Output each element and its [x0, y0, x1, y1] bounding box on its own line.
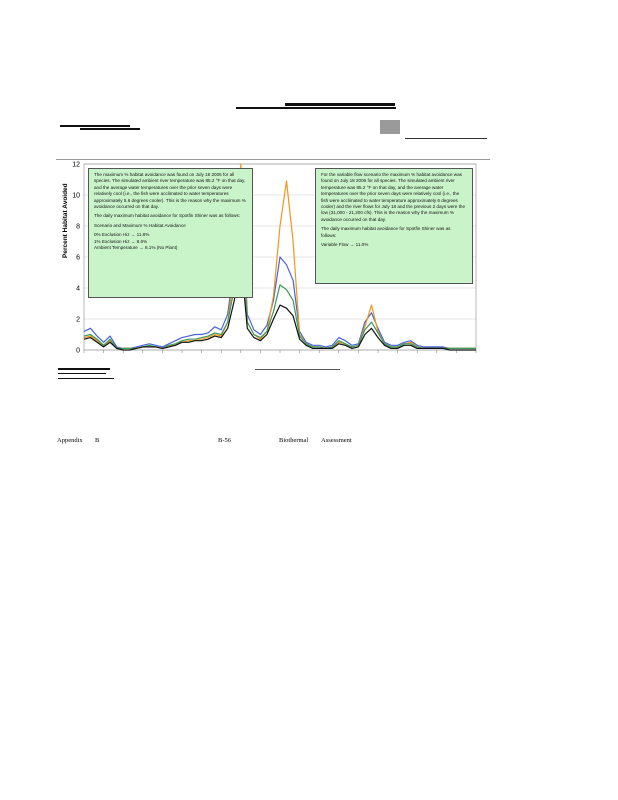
footer-appendix-letter: B: [95, 437, 100, 444]
annotation-left-paragraph: Scenario and Maximum % Habitat Avoidance: [94, 222, 186, 228]
chart-figure: [56, 158, 490, 368]
header-redaction-bar: [285, 103, 395, 106]
header-gray-block: [380, 120, 400, 134]
footer-appendix: Appendix: [57, 437, 83, 444]
footer-page-number: B-56: [218, 437, 231, 444]
annotation-left-line: 1% Exclusion Hiz → 8.6%: [94, 238, 148, 244]
y-tick-label: 2: [76, 316, 80, 324]
header-rule: [405, 138, 487, 139]
y-tick-label: 12: [72, 161, 80, 169]
caption-redaction-bar: [58, 373, 106, 374]
caption-redaction-bar: [58, 368, 110, 370]
header-redaction-bar: [236, 107, 396, 109]
annotation-right-paragraph: For the variable flow scenario the maximum % habitat avoidance was found on July 18 2006 for all species. The simulated ambient river temperature was 85.2 °F on that day, and the average water temperatures over the prior seven days were relatively cool (i.e., the fish were acclimated to water temperature approximately 6 degrees cooler) and the river flows for July 18 and the previous 2 days were the low (31,000 - 21,200 cfs). This is the reason why the maximum % avoidance occurred on that day.: [321, 172, 466, 222]
annotation-right-paragraph: The daily maximum habitat avoidance for Spotfin Shiner was as follows:: [321, 226, 451, 238]
footer-word-assessment: Assessment: [321, 437, 352, 444]
y-tick-label: 8: [76, 223, 80, 231]
y-tick-label: 0: [76, 347, 80, 355]
caption-rule: [255, 369, 340, 370]
y-tick-label: 10: [72, 192, 80, 200]
annotation-right-paragraph: Variable Flow → 11.0%: [321, 242, 369, 248]
annotation-left-line: 0% Exclusion Hiz → 11.8%: [94, 232, 150, 238]
annotation-left-paragraph: The daily maximum habitat avoidance for Spotfin Shiner was as follows:: [94, 213, 241, 219]
annotation-left: [88, 168, 253, 298]
footer-word-biothermal: Biothermal: [279, 437, 309, 444]
annotation-right: [315, 168, 473, 284]
y-tick-label: 6: [76, 254, 80, 262]
annotation-left-line: Ambient Temperature → 8.1% (No Plant): [94, 245, 178, 251]
y-axis-label: Percent Habitat Avoided: [62, 183, 69, 258]
x-tick-marks: [84, 350, 476, 353]
caption-redaction-bar: [58, 378, 114, 379]
header-redaction-bar: [80, 128, 140, 130]
annotation-left-paragraph: The maximum % habitat avoidance was found on July 18 2006 for all species. The simulated ambient river temperature was 85.2 °F on that day, and the average water temperatures over the prior seven days were relatively cool (i.e., the fish were acclimated to water temperatures approximately 5.6 degrees cooler). This is the reason why the maximum % avoidance occurred on that day.: [94, 172, 246, 210]
y-tick-label: 4: [76, 285, 80, 293]
y-tick-labels: [72, 162, 80, 355]
header-redaction-bar: [60, 125, 130, 127]
